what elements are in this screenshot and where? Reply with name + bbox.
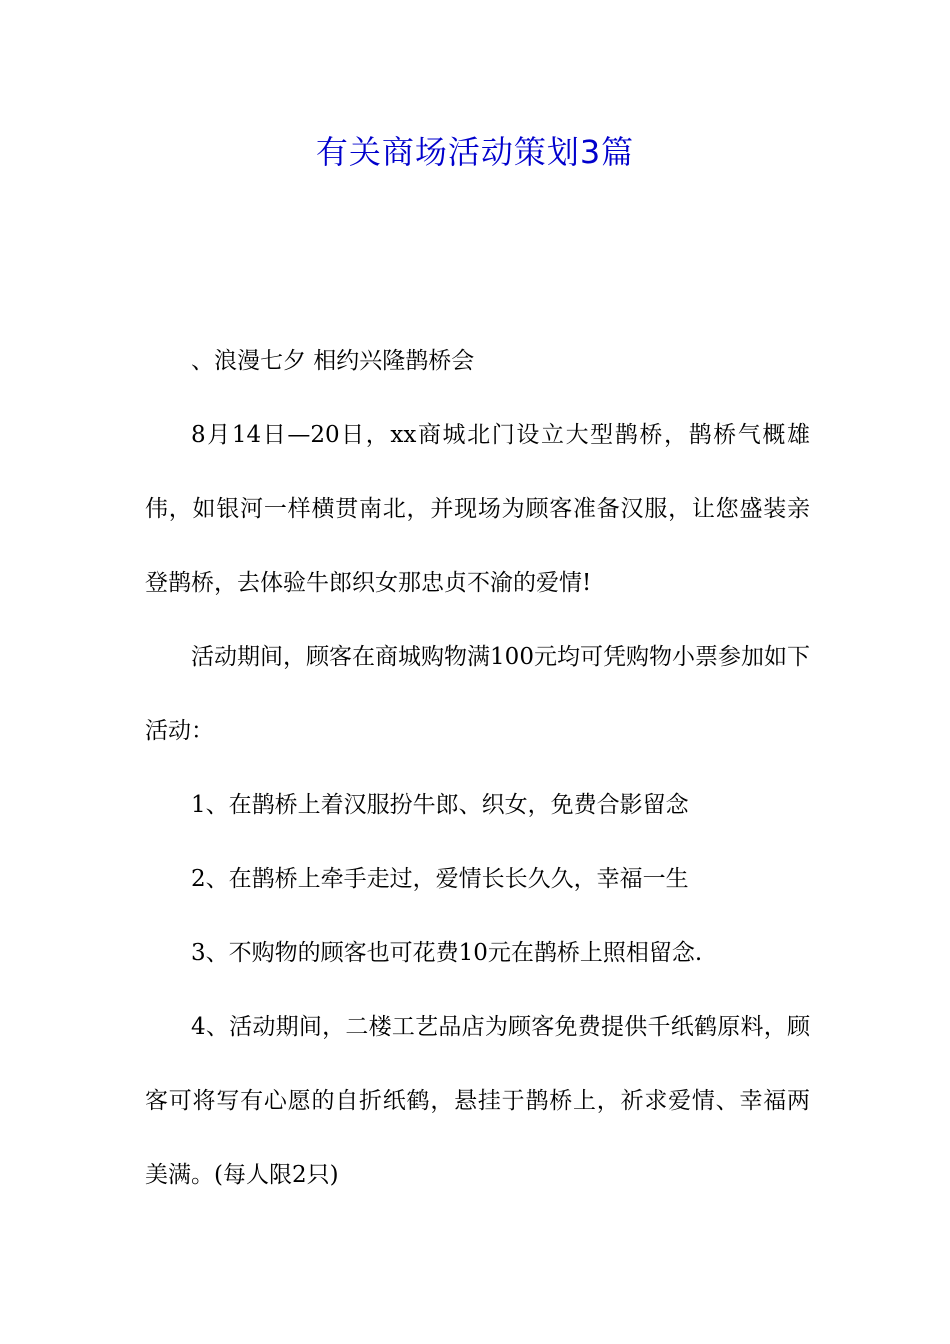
- document-body: [145, 324, 810, 1212]
- paragraph-event-intro: 8月14日—20日，xx商城北门设立大型鹊桥，鹊桥气概雄伟，如银河一样横贯南北，并现场为顾客准备汉服，让您盛装亲登鹊桥，去体验牛郎织女那忠贞不渝的爱情!: [145, 422, 810, 596]
- list-item-activity-3: 3、不购物的顾客也可花费10元在鹊桥上照相留念.: [191, 940, 703, 966]
- list-item-activity-2: 2、在鹊桥上牵手走过，爱情长长久久，幸福一生: [191, 866, 689, 892]
- paragraph-section-heading: 、浪漫七夕 相约兴隆鹊桥会: [191, 348, 475, 374]
- list-item-activity-4: 4、活动期间，二楼工艺品店为顾客免费提供千纸鹤原料，顾客可将写有心愿的自折纸鹤，悬挂于鹊桥上，祈求爱情、幸福两美满。(每人限2只): [145, 1014, 810, 1188]
- page-title: 有关商场活动策划3篇: [315, 133, 635, 171]
- paragraph-activity-condition: 活动期间，顾客在商城购物满100元均可凭购物小票参加如下活动：: [145, 644, 810, 744]
- list-item-activity-1: 1、在鹊桥上着汉服扮牛郎、织女，免费合影留念: [191, 792, 689, 818]
